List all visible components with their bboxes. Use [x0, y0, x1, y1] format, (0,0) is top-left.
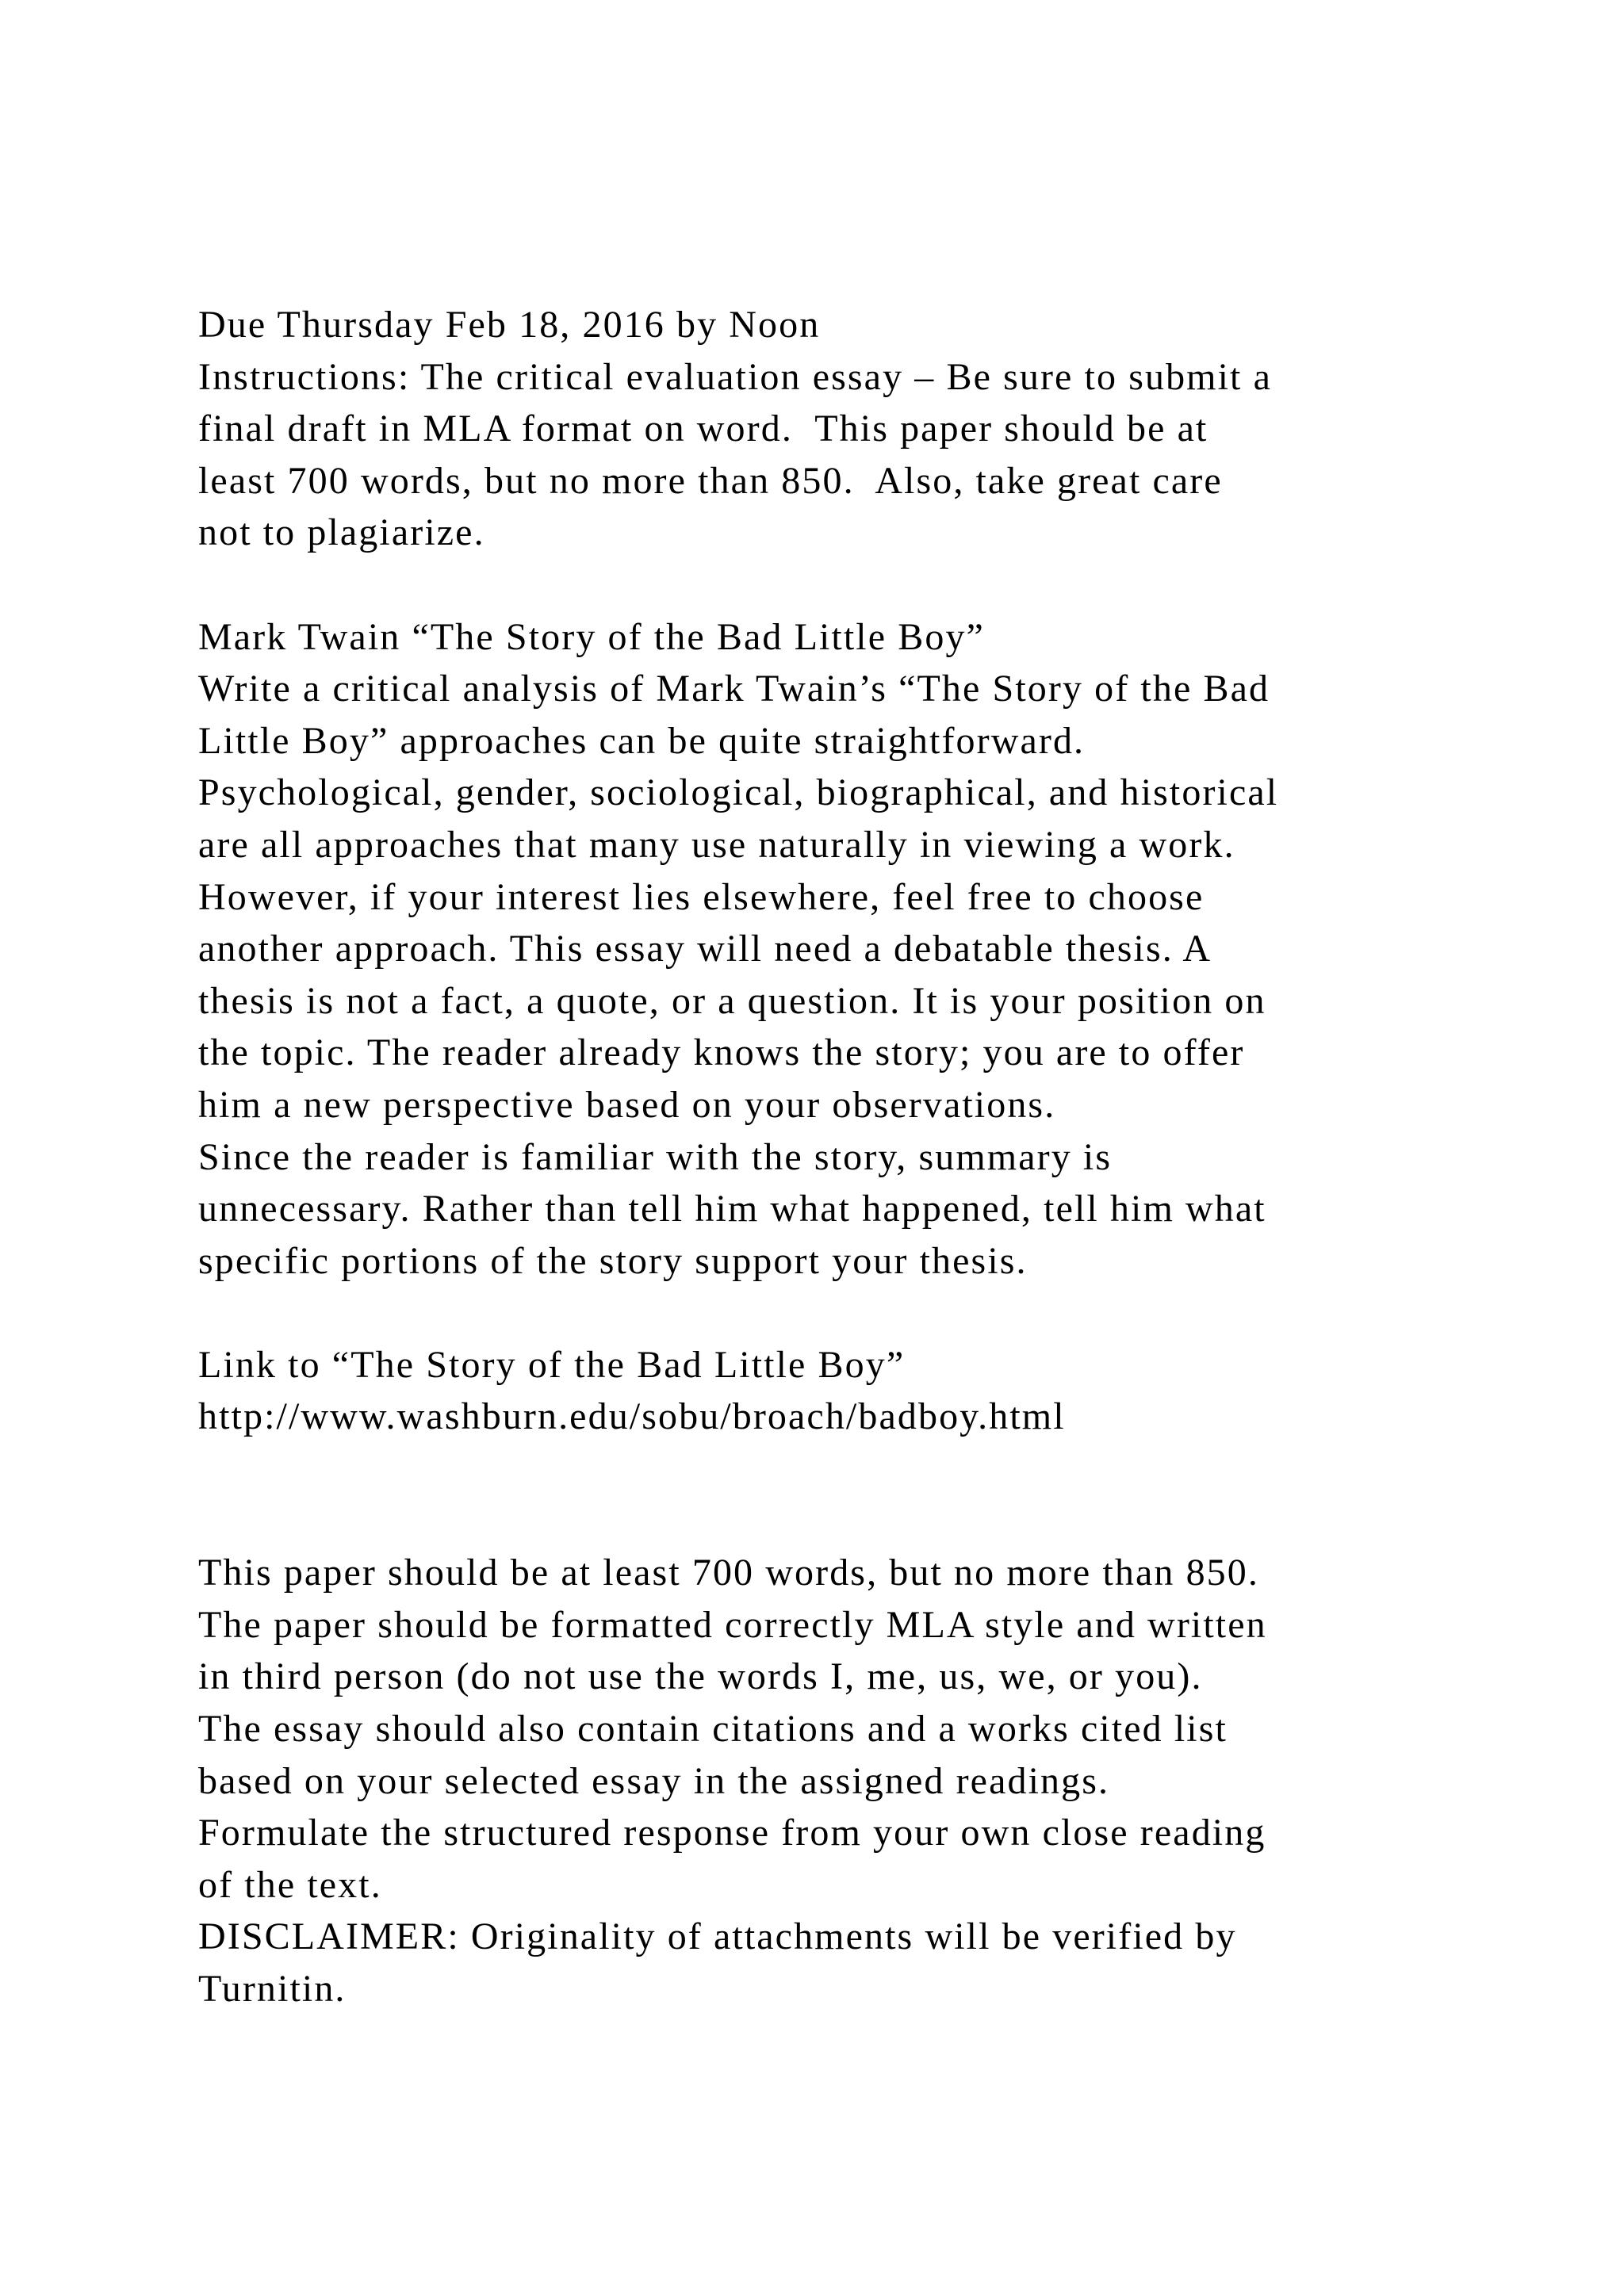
- document-body: [198, 299, 1499, 2015]
- summary-line-2: unnecessary. Rather than tell him what happened, tell him what: [198, 1188, 1266, 1230]
- instructions-line-3: least 700 words, but no more than 850. Also, take great care: [198, 459, 1223, 502]
- instructions-line-1: Instructions: The critical evaluation essay – Be sure to submit a: [198, 355, 1272, 398]
- summary-line-1: Since the reader is familiar with the story, summary is: [198, 1135, 1113, 1178]
- instructions-line-2: final draft in MLA format on word. This paper should be at: [198, 408, 1208, 450]
- story-link-url[interactable]: http://www.washburn.edu/sobu/broach/badboy.html: [198, 1395, 1066, 1438]
- requirements-line-6: Formulate the structured response from your own close reading: [198, 1812, 1266, 1854]
- prompt-line-7: thesis is not a fact, a quote, or a question. It is your position on: [198, 979, 1266, 1022]
- link-label: Link to “The Story of the Bad Little Boy”: [198, 1343, 906, 1386]
- prompt-line-1: Write a critical analysis of Mark Twain’s “The Story of the Bad: [198, 668, 1270, 710]
- prompt-line-8: the topic. The reader already knows the story; you are to offer: [198, 1031, 1245, 1074]
- prompt-line-9: him a new perspective based on your observations.: [198, 1083, 1056, 1126]
- requirements-line-4: The essay should also contain citations and a works cited list: [198, 1708, 1228, 1751]
- instructions-line-4: not to plagiarize.: [198, 511, 485, 554]
- prompt-line-4: are all approaches that many use naturally in viewing a work.: [198, 823, 1235, 866]
- prompt-line-6: another approach. This essay will need a debatable thesis. A: [198, 928, 1212, 970]
- disclaimer-line-1: DISCLAIMER: Originality of attachments will be verified by: [198, 1915, 1237, 1958]
- requirements-line-2: The paper should be formatted correctly MLA style and written: [198, 1603, 1267, 1646]
- due-date-line: Due Thursday Feb 18, 2016 by Noon: [198, 304, 821, 346]
- story-heading: Mark Twain “The Story of the Bad Little Boy”: [198, 615, 985, 658]
- blank-line: [198, 1443, 1499, 1495]
- disclaimer-line-2: Turnitin.: [198, 1968, 347, 2010]
- blank-line: [198, 559, 1499, 611]
- prompt-line-5: However, if your interest lies elsewhere, feel free to choose: [198, 875, 1205, 918]
- requirements-line-3: in third person (do not use the words I, me, us, we, or you).: [198, 1655, 1203, 1698]
- summary-line-3: specific portions of the story support your thesis.: [198, 1239, 1028, 1282]
- prompt-line-2: Little Boy” approaches can be quite straightforward.: [198, 719, 1086, 762]
- requirements-line-5: based on your selected essay in the assigned readings.: [198, 1759, 1110, 1802]
- requirements-line-1: This paper should be at least 700 words, but no more than 850.: [198, 1552, 1259, 1594]
- requirements-line-7: of the text.: [198, 1863, 382, 1906]
- prompt-line-3: Psychological, gender, sociological, biographical, and historical: [198, 771, 1279, 814]
- blank-line: [198, 1495, 1499, 1548]
- blank-line: [198, 1287, 1499, 1339]
